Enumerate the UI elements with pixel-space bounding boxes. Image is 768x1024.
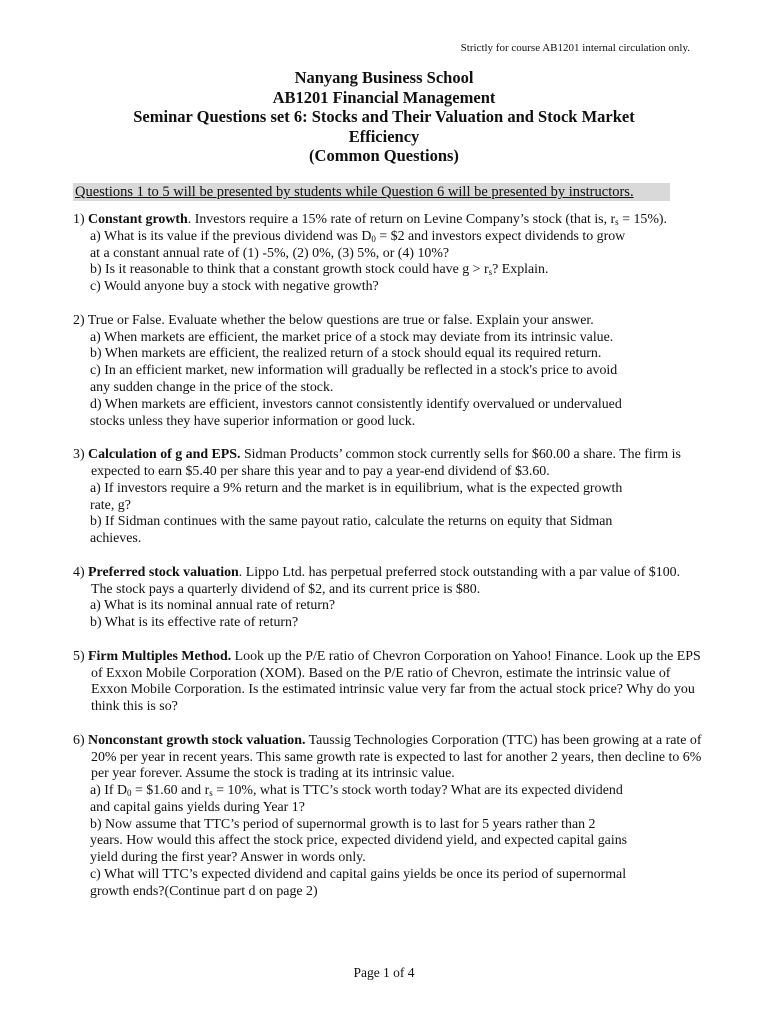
question-2d-cont: stocks unless they have superior information or good luck. (90, 413, 416, 429)
question-4a: a) What is its nominal annual rate of return? (90, 598, 336, 614)
question-1-intro: 1) Constant growth. Investors require a 15% rate of return on Levine Company’s stock (that is, $r_s = 15\%$). (73, 212, 668, 227)
seminar-subtitle: (Common Questions) (309, 146, 459, 165)
question-5-intro: 5) Firm Multiples Method. Look up the P/E ratio of Chevron Corporation on Yahoo! Finance. Look up the EPS of Exxon Mobile Corporation (XOM). Based on the P/E ratio of Chevron, estimate the intrinsic value of Exxon Mobile Corporation. Is the estimated intrinsic value very far from the actual stock price? Why do you think this is so? (73, 648, 701, 715)
school-title: Nanyang Business School (294, 68, 474, 87)
question-4-heading: Preferred stock valuation (88, 564, 239, 580)
question-5-heading: Firm Multiples Method. (88, 648, 232, 664)
question-2d: d) When markets are efficient, investors cannot consistently identify overvalued or undervalued (90, 396, 622, 412)
question-2c-cont: any sudden change in the price of the stock. (90, 379, 334, 395)
question-1-heading: Constant growth (88, 212, 188, 227)
page-number: Page 1 of 4 (353, 965, 415, 980)
question-2b: b) When markets are efficient, the realized return of a stock should equal its required return. (90, 346, 602, 362)
seminar-title-line2: Efficiency (348, 126, 420, 146)
question-1a-cont: at a constant annual rate of (1) -5%, (2) 0%, (3) 5%, or (4) 10%? (90, 245, 450, 261)
seminar-title-line1: Seminar Questions set 6: Stocks and Their Valuation and Stock Market (133, 107, 635, 126)
question-6a-cont: and capital gains yields during Year 1? (90, 799, 305, 815)
question-1b: b) Is it reasonable to think that a constant growth stock could have $g > r_s$? Explain. (90, 262, 549, 278)
question-2a: a) When markets are efficient, the market price of a stock may deviate from its intrinsic value. (90, 329, 614, 345)
question-3b: b) If Sidman continues with the same payout ratio, calculate the returns on equity that Sidman (90, 514, 613, 530)
question-3a-cont: rate, g? (90, 497, 131, 513)
question-4b: b) What is its effective rate of return? (90, 615, 299, 631)
question-6-heading: Nonconstant growth stock valuation. (88, 732, 306, 748)
question-3-heading: Calculation of g and EPS. (88, 447, 241, 463)
question-6c-cont: growth ends?(Continue part d on page 2) (90, 883, 318, 899)
title-block (0, 68, 768, 166)
question-4 (73, 565, 703, 632)
question-2 (73, 313, 703, 431)
question-6 (73, 733, 703, 901)
questions-body (73, 212, 703, 917)
instructions-banner: Questions 1 to 5 will be presented by students while Question 6 will be presented by instructors. (73, 183, 670, 201)
question-3b-cont: achieves. (90, 531, 142, 547)
question-3 (73, 447, 703, 548)
question-1c: c) Would anyone buy a stock with negative growth? (90, 279, 379, 295)
question-6c: c) What will TTC’s expected dividend and capital gains yields be once its period of supernormal (90, 867, 627, 883)
question-1a: a) What is its value if the previous dividend was $D_0$ = $2 and investors expect dividends to grow (90, 228, 626, 244)
course-title: AB1201 Financial Management (272, 87, 496, 107)
question-6-intro: 6) Nonconstant growth stock valuation. Taussig Technologies Corporation (TTC) has been growing at a rate of 20% per year in recent years. This same growth rate is expected to last for another 2 years, then decline to 6% per year forever. Assume the stock is trading at its intrinsic value. (73, 732, 702, 782)
question-6b-cont2: yield during the first year? Answer in words only. (90, 850, 366, 866)
question-6b-cont: years. How would this affect the stock price, expected dividend yield, and expected capital gains (90, 833, 628, 849)
question-6a: a) If $D_0$ = $1.60 and $r_s = 10\%$, what is TTC’s stock worth today? What are its expected dividend (90, 783, 623, 799)
question-3a: a) If investors require a 9% return and the market is in equilibrium, what is the expected growth (90, 480, 623, 496)
question-3-intro: 3) Calculation of g and EPS. Sidman Products’ common stock currently sells for $60.00 a share. The firm is expected to earn $5.40 per share this year and to pay a year-end dividend of $3.60. (73, 447, 681, 479)
question-6b: b) Now assume that TTC’s period of supernormal growth is to last for 5 years rather than 2 (90, 816, 596, 832)
question-5 (73, 649, 703, 716)
question-2-intro: 2) True or False. Evaluate whether the below questions are true or false. Explain your answer. (73, 312, 594, 328)
question-2c: c) In an efficient market, new information will gradually be reflected in a stock's price to avoid (90, 363, 618, 379)
circulation-note: Strictly for course AB1201 internal circulation only. (460, 42, 690, 54)
question-1 (73, 212, 703, 296)
question-4-intro: 4) Preferred stock valuation. Lippo Ltd. has perpetual preferred stock outstanding with a par value of $100. The stock pays a quarterly dividend of $2, and its current price is $80. (73, 564, 681, 597)
